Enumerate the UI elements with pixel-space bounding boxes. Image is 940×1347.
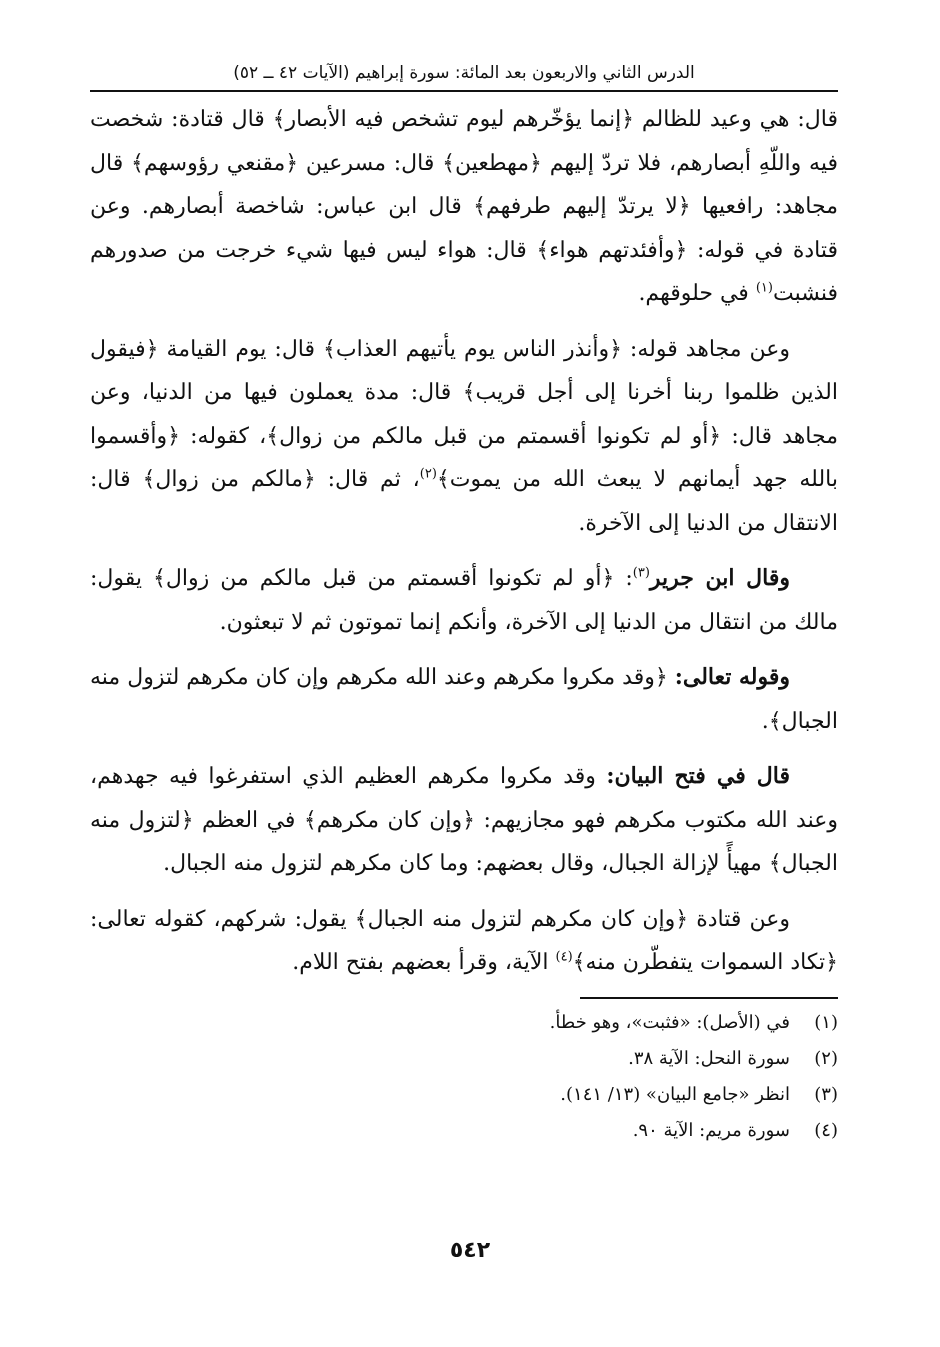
footnote-ref-2[interactable]: (٢) [419, 466, 437, 482]
footnote-number: (١) [814, 1011, 838, 1033]
paragraph-3 [90, 557, 838, 644]
paragraph-4-lead: وقوله تعالى: [674, 664, 791, 690]
paragraph-2-text: وعن مجاهد قوله: ﴿وأنذر الناس يوم يأتيهم العذاب﴾ قال: يوم القيامة ﴿فيقول الذين ظلموا ربنا أخرنا إلى أجل قريب﴾ قال: مدة يعملون فيها من الدنيا، وعن مجاهد قال: ﴿أو لم تكونوا أقسمتم من قبل مالكم من زوال﴾، كقوله: ﴿وأقسموا بالله جهد أيمانهم لا يبعث الله من يموت﴾ [90, 336, 838, 492]
footnote-item [90, 1077, 838, 1113]
paragraph-3-lead: وقال ابن جرير [649, 565, 790, 591]
running-header: الدرس الثاني والاربعون بعد المائة: سورة إبراهيم (الآيات ٤٢ ــ ٥٢) [90, 60, 838, 92]
footnote-divider [580, 997, 838, 999]
footnote-ref-1[interactable]: (١) [755, 280, 773, 296]
footnote-ref-4[interactable]: (٤) [555, 949, 573, 965]
footnotes-list [90, 1005, 838, 1149]
page-number: ٥٤٢ [449, 1238, 491, 1263]
footnote-text: سورة مريم: الآية ٩٠. [632, 1119, 790, 1141]
paragraph-1-tail: في حلوقهم. [638, 281, 756, 306]
paragraph-5 [90, 755, 838, 886]
paragraph-6-text: وعن قتادة ﴿وإن كان مكرهم لتزول منه الجبال﴾ يقول: شركهم، كقوله تعالى: ﴿تكاد السموات يتفطّرن منه﴾ [90, 906, 838, 975]
paragraph-3-text: : ﴿أو لم تكونوا أقسمتم من قبل مالكم من زوال﴾ يقول: مالك من انتقال من الدنيا إلى الآخرة، وأنكم إنما تموتون ثم لا تبعثون. [90, 566, 838, 635]
paragraph-5-text: وقد مكروا مكرهم العظيم الذي استفرغوا فيه جهدهم، وعند الله مكتوب مكرهم فهو مجازيهم: ﴿وإن كان مكرهم﴾ في العظم ﴿لتزول منه الجبال﴾ مهيأً لإزالة الجبال، وقال بعضهم: وما كان مكرهم لتزول منه الجبال. [90, 764, 838, 876]
paragraph-4-text: ﴿وقد مكروا مكرهم وعند الله مكرهم وإن كان مكرهم لتزول منه الجبال﴾. [90, 665, 838, 734]
paragraph-6 [90, 898, 838, 985]
footnote-text: سورة النحل: الآية ٣٨. [628, 1047, 790, 1069]
footnote-text: انظر «جامع البيان» (١٣/ ١٤١). [560, 1083, 790, 1105]
paragraph-1 [90, 98, 838, 316]
footnote-number: (٤) [814, 1119, 838, 1141]
footnote-text: في (الأصل): «فثبت»، وهو خطأ. [549, 1011, 790, 1033]
footnote-ref-3[interactable]: (٣) [632, 565, 650, 581]
footnote-item [90, 1041, 838, 1077]
footnote-item [90, 1005, 838, 1041]
footnote-number: (٢) [814, 1047, 838, 1069]
paragraph-4 [90, 656, 838, 743]
paragraph-2 [90, 328, 838, 546]
paragraph-6-tail: الآية، وقرأ بعضهم بفتح اللام. [292, 950, 556, 975]
paragraph-5-lead: قال في فتح البيان: [606, 763, 790, 789]
paragraph-1-text: قال: هي وعيد للظالم ﴿إنما يؤخّرهم ليوم تشخص فيه الأبصار﴾ قال قتادة: شخصت فيه واللّهِ أبصارهم، فلا تردّ إليهم ﴿مهطعين﴾ قال: مسرعين ﴿مقنعي رؤوسهم﴾ قال مجاهد: رافعيها ﴿لا يرتدّ إليهم طرفهم﴾ قال ابن عباس: شاخصة أبصارهم. وعن قتادة في قوله: ﴿وأفئدتهم هواء﴾ قال: هواء ليس فيها شيء خرجت من صدورهم فنشبت [90, 107, 838, 306]
footnote-number: (٣) [814, 1083, 838, 1105]
footnote-item [90, 1113, 838, 1149]
paragraph-2-tail: ، ثم قال: ﴿مالكم من زوال﴾ قال: الانتقال من الدنيا إلى الآخرة. [90, 467, 838, 536]
page-body [90, 60, 838, 1149]
